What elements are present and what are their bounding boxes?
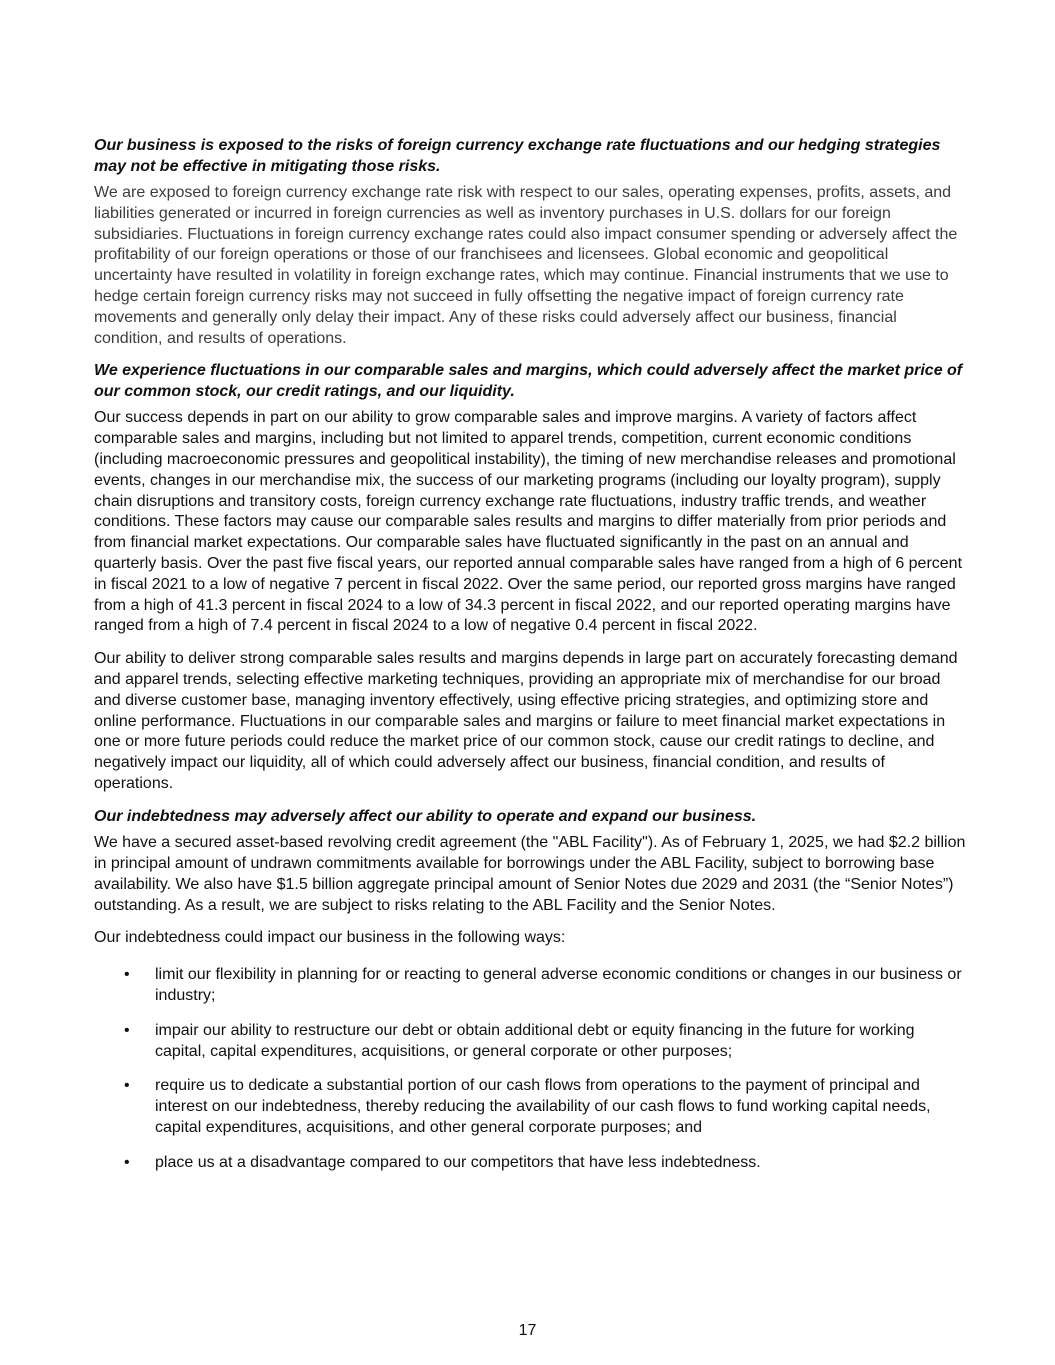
bullet-icon: • [124,966,130,984]
list-item-text: place us at a disadvantage compared to our competitors that have less indebtedness. [155,1153,761,1171]
bullet-list [94,965,966,1173]
section-indebtedness [94,807,966,1174]
paragraph: We are exposed to foreign currency exchange rate risk with respect to our sales, operating expenses, profits, assets, and liabilities generated or incurred in foreign currencies as well as inventory purchases in U.S. dollars for our foreign subsidiaries. Fluctuations in foreign currency exchange rates could also impact consumer spending or adversely affect the profitability of our foreign operations or those of our franchisees and licensees. Global economic and geopolitical uncertainty have resulted in volatility in foreign exchange rates, which may continue. Financial instruments that we use to hedge certain foreign currency risks may not succeed in fully offsetting the negative impact of foreign currency rate movements and generally only delay their impact. Any of these risks could adversely affect our business, financial condition, and results of operations. [94,184,958,347]
list-item-text: require us to dedicate a substantial portion of our cash flows from operations to the payment of principal and interest on our indebtedness, thereby reducing the availability of our cash flows to fund working capital needs, capital expenditures, acquisitions, and other general corporate purposes; and [155,1077,931,1136]
list-item-text: impair our ability to restructure our debt or obtain additional debt or equity financing in the future for working capital, capital expenditures, acquisitions, or general corporate or other purposes; [155,1021,915,1060]
list-item [94,1021,966,1063]
paragraph: Our ability to deliver strong comparable sales results and margins depends in large part on accurately forecasting demand and apparel trends, selecting effective marketing techniques, providing an appropriate mix of merchandise for our broad and diverse customer base, managing inventory effectively, using effective pricing strategies, and optimizing store and online performance. Fluctuations in our comparable sales and margins or failure to meet financial market expectations in one or more future periods could reduce the market price of our common stock, cause our credit ratings to decline, and negatively impact our liquidity, all of which could adversely affect our business, financial condition, and results of operations. [94,650,958,792]
list-item [94,1153,966,1174]
paragraph: Our indebtedness could impact our business in the following ways: [94,929,566,947]
section-heading: Our indebtedness may adversely affect our ability to operate and expand our business. [94,807,757,825]
bullet-icon: • [124,1021,130,1039]
section-heading: Our business is exposed to the risks of foreign currency exchange rate fluctuations and our hedging strategies may not be effective in mitigating those risks. [94,137,941,175]
section-comparable-sales [94,361,966,794]
bullet-icon: • [124,1077,130,1095]
paragraph: Our success depends in part on our ability to grow comparable sales and improve margins. A variety of factors affect comparable sales and margins, including but not limited to apparel trends, competition, current economic conditions (including macroeconomic pressures and geopolitical instability), the timing of new merchandise releases and promotional events, changes in our merchandise mix, the success of our marketing programs (including our loyalty program), supply chain disruptions and transitory costs, foreign currency exchange rate fluctuations, industry traffic trends, and weather conditions. These factors may cause our comparable sales results and margins to differ materially from prior periods and from financial market expectations. Our comparable sales have fluctuated significantly in the past on an annual and quarterly basis. Over the past five fiscal years, our reported annual comparable sales have ranged from a high of 6 percent in fiscal 2021 to a low of negative 7 percent in fiscal 2022. Over the same period, our reported gross margins have ranged from a high of 41.3 percent in fiscal 2024 to a low of 34.3 percent in fiscal 2022, and our reported operating margins have ranged from a high of 7.4 percent in fiscal 2024 to a low of negative 0.4 percent in fiscal 2022. [94,409,963,635]
document-body [94,136,966,1188]
section-foreign-currency [94,136,966,349]
list-item-text: limit our flexibility in planning for or reacting to general adverse economic conditions or changes in our business or industry; [155,966,962,1004]
list-item [94,965,966,1007]
paragraph: We have a secured asset-based revolving credit agreement (the "ABL Facility"). As of February 1, 2025, we had $2.2 billion in principal amount of undrawn commitments available for borrowings under the ABL Facility, subject to borrowing base availability. We also have $1.5 billion aggregate principal amount of Senior Notes due 2029 and 2031 (the “Senior Notes”) outstanding. As a result, we are subject to risks relating to the ABL Facility and the Senior Notes. [94,834,966,914]
bullet-icon: • [124,1153,130,1171]
section-heading: We experience fluctuations in our comparable sales and margins, which could adversely affect the market price of our common stock, our credit ratings, and our liquidity. [94,362,963,400]
page-number: 17 [518,1322,537,1339]
list-item [94,1076,966,1138]
